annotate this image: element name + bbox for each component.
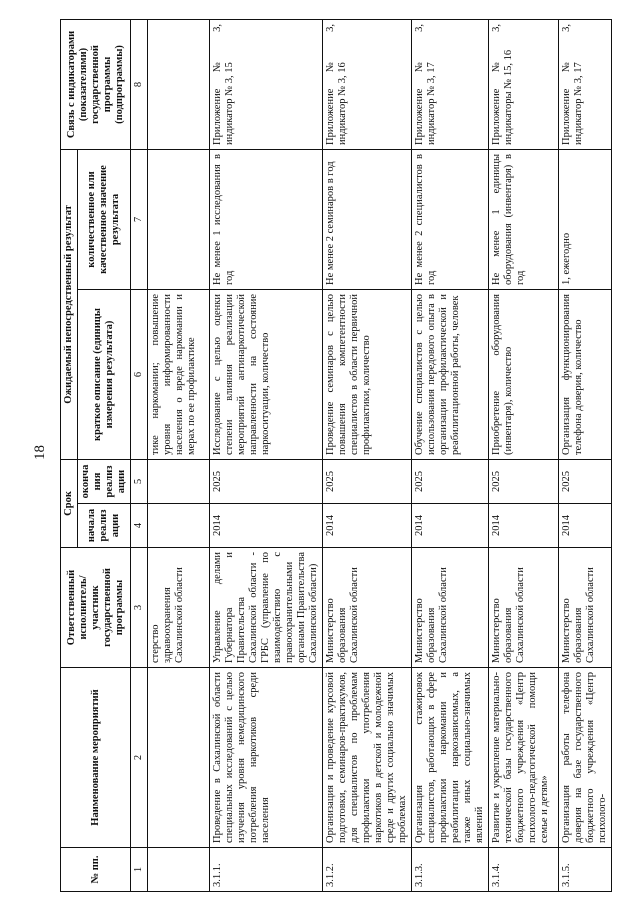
table-row — [148, 19, 210, 891]
cell-desc: Исследование с целью оценки степени влияния реализации мероприятий антинаркотической направленности на состояние наркоситуации, количество — [210, 289, 323, 459]
table-row — [489, 19, 559, 891]
page-number: 18 — [32, 445, 48, 460]
cell-desc: Приобретение оборудования (инвентаря), количество — [489, 289, 559, 459]
cell-start: 2014 — [412, 504, 489, 548]
measures-table — [60, 19, 612, 892]
table-row — [323, 19, 412, 891]
cell-link: Приложение № 3, индикатор № 3, 17 — [412, 19, 489, 149]
cell-end — [148, 459, 210, 503]
cell-end: 2025 — [412, 459, 489, 503]
cell-name: Организация работы телефона доверия на базе государственного бюджетного учреждения «Центр психолого- — [559, 668, 612, 848]
col-number: 7 — [131, 149, 148, 289]
col-number: 4 — [131, 504, 148, 548]
col-number: 5 — [131, 459, 148, 503]
col-number: 2 — [131, 668, 148, 848]
cell-name: Организация стажировок специалистов, работающих в сфере профилактики наркомании и реабилитации наркозависимых, а также иных социально-значимых явлений — [412, 668, 489, 848]
cell-name: Развитие и укрепление материально-технической базы государственного бюджетного учреждения «Центр психолого-педагогической помощи семье и детям» — [489, 668, 559, 848]
cell-qty: 1, ежегодно — [559, 149, 612, 289]
col-number: 6 — [131, 289, 148, 459]
cell-qty: Не менее 2 специалистов в год — [412, 149, 489, 289]
cell-start: 2014 — [489, 504, 559, 548]
cell-desc: Организация функционирования телефона доверия, количество — [559, 289, 612, 459]
table-row — [559, 19, 612, 891]
cell-name: Проведение в Сахалинской области специальных исследований с целью изучения уровня немедицинского потребления наркотиков среди населения — [210, 668, 323, 848]
cell-link: Приложение № 3, индикатор № 3, 15 — [210, 19, 323, 149]
cell-responsible: стерство здравоохранения Сахалинской области — [148, 548, 210, 668]
cell-num: 3.1.4. — [489, 848, 559, 892]
cell-responsible: Министерство образования Сахалинской области — [489, 548, 559, 668]
cell-start: 2014 — [210, 504, 323, 548]
cell-link: Приложение № 3, индикаторы № 15, 16 — [489, 19, 559, 149]
cell-responsible: Управление делами Губернатора и Правительства Сахалинской области - ГРБС (управление по взаимодействию с правоохранительными органами Правительства Сахалинской области) — [210, 548, 323, 668]
cell-qty: Не менее 1 исследования в год — [210, 149, 323, 289]
cell-num: 3.1.1. — [210, 848, 323, 892]
cell-name: Организация и проведение курсовой подготовки, семинаров-практикумов, для специалистов по проблемам профилактики употребления наркотиков в детской и молодежной среде и других социально значимых проблемах — [323, 668, 412, 848]
column-number-row — [131, 19, 148, 891]
cell-end: 2025 — [323, 459, 412, 503]
header-expected: Ожидаемый непосредственный результат — [61, 149, 78, 459]
cell-end: 2025 — [559, 459, 612, 503]
cell-desc: Обучение специалистов с целью использования передового опыта в организации профилактической и реабилитационной работы, человек — [412, 289, 489, 459]
header-num: № пп. — [61, 848, 131, 892]
cell-responsible: Министерство образования Сахалинской области — [559, 548, 612, 668]
cell-desc: тике наркомании; повышение уровня информированности населения о вреде наркомании и мерах по ее профилактике — [148, 289, 210, 459]
header-name: Наименование мероприятий — [61, 668, 131, 848]
col-number: 1 — [131, 848, 148, 892]
header-start: начала реализации — [78, 504, 131, 548]
header-term: Срок — [61, 459, 78, 547]
cell-link — [148, 19, 210, 149]
table-row — [210, 19, 323, 891]
cell-num: 3.1.5. — [559, 848, 612, 892]
cell-num — [148, 848, 210, 892]
col-number: 8 — [131, 19, 148, 149]
cell-start — [148, 504, 210, 548]
cell-responsible: Министерство образования Сахалинской области — [412, 548, 489, 668]
header-row-1 — [61, 19, 78, 891]
cell-start: 2014 — [323, 504, 412, 548]
cell-num: 3.1.2. — [323, 848, 412, 892]
cell-qty — [148, 149, 210, 289]
col-number: 3 — [131, 548, 148, 668]
cell-end: 2025 — [489, 459, 559, 503]
cell-qty: Не менее 2 семинаров в год — [323, 149, 412, 289]
header-qty: количественное или качественное значение результата — [78, 149, 131, 289]
cell-desc: Проведение семинаров с целью повышения компетентности специалистов в области первичной профилактики, количество — [323, 289, 412, 459]
cell-link: Приложение № 3, индикатор № 3, 16 — [323, 19, 412, 149]
cell-responsible: Министерство образования Сахалинской области — [323, 548, 412, 668]
cell-link: Приложение № 3, индикатор № 3, 17 — [559, 19, 612, 149]
cell-start: 2014 — [559, 504, 612, 548]
header-end: окончания реализации — [78, 459, 131, 503]
cell-name — [148, 668, 210, 848]
cell-num: 3.1.3. — [412, 848, 489, 892]
header-responsible: Ответственный исполнитель/ участник государственной программы — [61, 548, 131, 668]
cell-qty: Не менее 1 единицы оборудования (инвентаря) в год — [489, 149, 559, 289]
table-row — [412, 19, 489, 891]
header-desc: краткое описание (единицы измерения результата) — [78, 289, 131, 459]
header-link: Связь с индикаторами (показателями) государственной программы (подпрограммы) — [61, 19, 131, 149]
cell-end: 2025 — [210, 459, 323, 503]
